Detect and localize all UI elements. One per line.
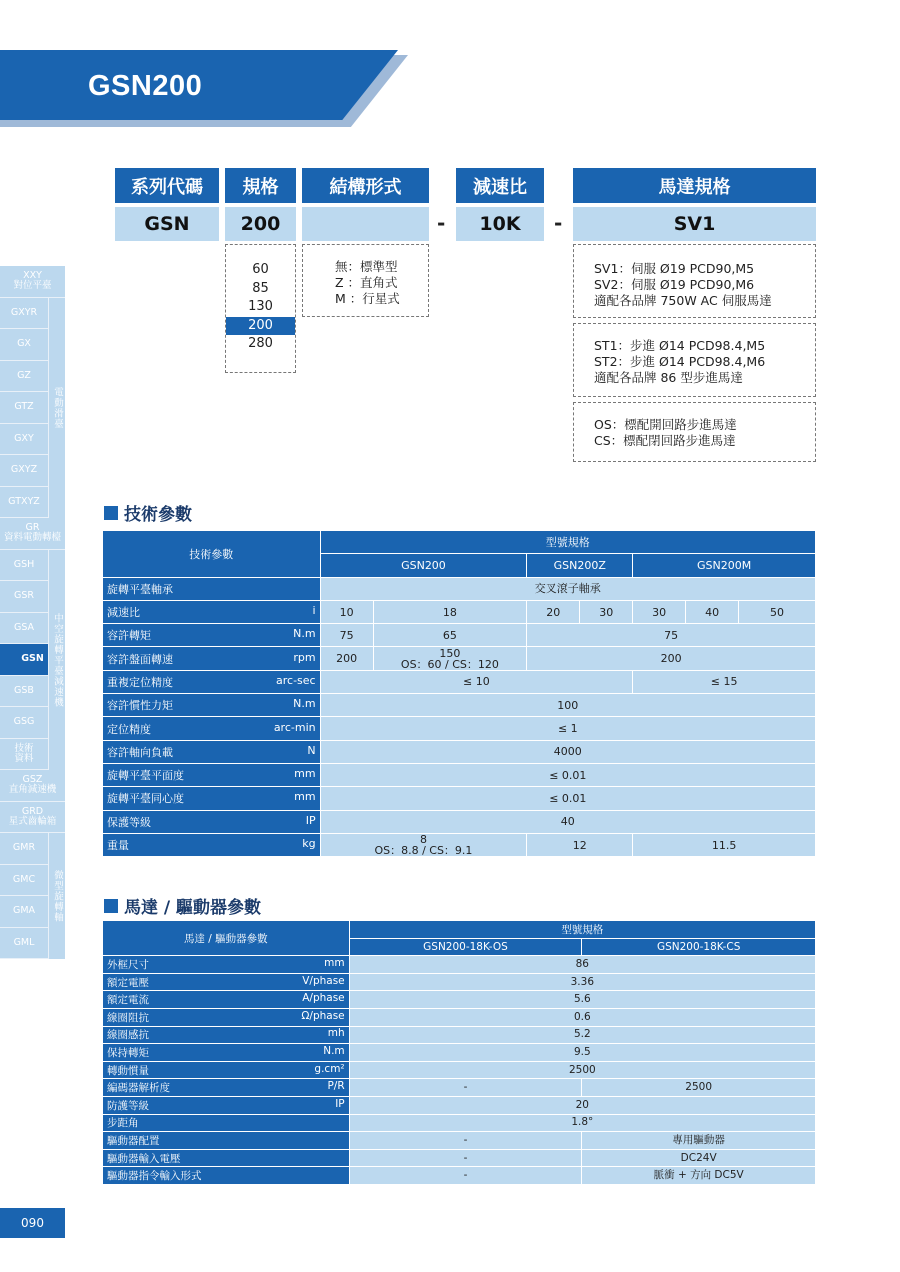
page-title: GSN200: [88, 70, 203, 102]
row-label: 保持轉矩 N.m: [103, 1044, 350, 1062]
tech-model: GSN200M: [633, 554, 816, 577]
table-cell: 0.6: [349, 1008, 815, 1026]
motor-option: SV2：伺服 Ø19 PCD90,M6: [594, 277, 755, 292]
table-cell: 4000: [320, 740, 815, 763]
table-row: [103, 1132, 816, 1150]
row-label: 防護等級 IP: [103, 1096, 350, 1114]
tech-model: GSN200: [320, 554, 527, 577]
motor-option: SV1：伺服 Ø19 PCD90,M5: [594, 261, 755, 276]
sidenav-group-hollow: 中空旋轉平臺減速機: [48, 550, 65, 771]
table-cell: 20: [527, 600, 580, 623]
table-cell: 18: [373, 600, 527, 623]
page-number: 090: [0, 1208, 65, 1238]
sidenav-item-gsa[interactable]: GSA: [0, 613, 48, 645]
motor-model-label: 型號規格: [349, 921, 815, 939]
row-label: 線圈阻抗 Ω/phase: [103, 1008, 350, 1026]
sidenav-item-xxy[interactable]: XXY 對位平臺: [0, 266, 65, 298]
row-label: 容許盤面轉速 rpm: [103, 647, 321, 670]
row-label: 定位精度 arc-min: [103, 717, 321, 740]
table-cell: 交叉滾子軸承: [320, 577, 815, 600]
table-cell: 65: [373, 624, 527, 647]
table-row: [103, 973, 816, 991]
heading-square-icon: [104, 506, 118, 520]
row-label: 容許軸向負載 N: [103, 740, 321, 763]
table-row: [103, 1044, 816, 1062]
table-row: [103, 624, 816, 647]
row-label: 步距角: [103, 1114, 350, 1132]
row-label: 驅動器輸入電壓: [103, 1149, 350, 1167]
motor-corner: 馬達 / 驅動器參數: [103, 921, 350, 956]
row-label: 旋轉平臺平面度 mm: [103, 763, 321, 786]
code-head-motor: 馬達規格: [573, 168, 816, 203]
motor-option: ST1：步進 Ø14 PCD98.4,M5: [594, 338, 766, 353]
table-row: [103, 1149, 816, 1167]
motor-option: CS：標配閉回路步進馬達: [594, 433, 736, 448]
sidenav-item-gmr[interactable]: GMR: [0, 833, 48, 865]
sidenav-item-gx[interactable]: GX: [0, 329, 48, 361]
table-row: [103, 991, 816, 1009]
row-label: 額定電流 A/phase: [103, 991, 350, 1009]
code-head-size: 規格: [225, 168, 296, 203]
table-cell: 3.36: [349, 973, 815, 991]
heading-square-icon: [104, 899, 118, 913]
table-cell: 30: [580, 600, 633, 623]
sidenav-item-gmc[interactable]: GMC: [0, 865, 48, 897]
table-row: [103, 1114, 816, 1132]
motor-options-stepper: [573, 323, 816, 397]
table-cell: 200: [527, 647, 816, 670]
table-cell: 40: [320, 810, 815, 833]
table-cell: 2500: [349, 1061, 815, 1079]
table-row: [103, 670, 816, 693]
tech-corner: 技術參數: [103, 531, 321, 578]
table-cell: 5.2: [349, 1026, 815, 1044]
row-label: 容許轉矩 N.m: [103, 624, 321, 647]
table-row: [103, 1079, 816, 1097]
row-label: 線圈感抗 mh: [103, 1026, 350, 1044]
side-nav: [0, 266, 65, 959]
structure-options-box: [302, 244, 429, 317]
table-cell: 150 OS：60 / CS：120: [373, 647, 527, 670]
sidenav-item-gz[interactable]: GZ: [0, 361, 48, 393]
row-label: 旋轉平臺軸承: [103, 577, 321, 600]
table-cell: -: [349, 1167, 582, 1185]
sidenav-item-tech[interactable]: 技術 資料: [0, 739, 48, 771]
table-row: [103, 694, 816, 717]
table-cell: 50: [739, 600, 816, 623]
row-label: 保護等級 IP: [103, 810, 321, 833]
sidenav-group-micro: 微型旋轉軸: [48, 833, 65, 959]
table-row: [103, 1167, 816, 1185]
row-label: 外框尺寸 mm: [103, 956, 350, 974]
motor-option: OS：標配開回路步進馬達: [594, 417, 737, 432]
sidenav-item-grd[interactable]: GRD 星式齒輪箱: [0, 802, 65, 834]
table-row: [103, 1096, 816, 1114]
table-cell: 75: [320, 624, 373, 647]
table-row: [103, 787, 816, 810]
table-row: [103, 1008, 816, 1026]
sidenav-item-gsh[interactable]: GSH: [0, 550, 48, 582]
table-cell: 86: [349, 956, 815, 974]
table-row: [103, 1061, 816, 1079]
sidenav-item-gsz[interactable]: GSZ 直角減速機: [0, 770, 65, 802]
row-label: 容許慣性力矩 N.m: [103, 694, 321, 717]
table-cell: ≤ 0.01: [320, 787, 815, 810]
table-cell: 2500: [582, 1079, 816, 1097]
table-cell: -: [349, 1149, 582, 1167]
sidenav-item-gsr[interactable]: GSR: [0, 581, 48, 613]
table-row: [103, 577, 816, 600]
sidenav-item-gxyr[interactable]: GXYR: [0, 298, 48, 330]
size-option: 280: [248, 336, 273, 351]
size-option: 130: [248, 299, 273, 314]
size-option-selected: 200: [226, 317, 295, 336]
motor-option: ST2：步進 Ø14 PCD98.4,M6: [594, 354, 766, 369]
table-cell: 10: [320, 600, 373, 623]
table-row: [103, 1026, 816, 1044]
table-row: [103, 600, 816, 623]
table-row: [103, 647, 816, 670]
table-cell: 5.6: [349, 991, 815, 1009]
row-label: 驅動器指令輸入形式: [103, 1167, 350, 1185]
sidenav-item-gr[interactable]: GR 資料電動轉檯: [0, 518, 65, 550]
table-cell: ≤ 1: [320, 717, 815, 740]
sidenav-item-gsn[interactable]: GSN: [0, 644, 65, 676]
structure-option: 無：標準型: [335, 259, 398, 274]
size-option: 60: [252, 262, 269, 277]
motor-option: 適配各品牌 750W AC 伺服馬達: [594, 293, 772, 308]
table-row: [103, 956, 816, 974]
code-dash-1: -: [437, 211, 446, 235]
structure-option: Z ：直角式: [335, 275, 398, 290]
table-cell: 11.5: [633, 833, 816, 856]
sidenav-group-linear: 電動滑臺: [48, 298, 65, 519]
size-option: 85: [252, 280, 269, 296]
row-label: 驅動器配置: [103, 1132, 350, 1150]
sidenav-item-gtxyz[interactable]: GTXYZ: [0, 487, 48, 519]
tech-model: GSN200Z: [527, 554, 633, 577]
table-cell: 12: [527, 833, 633, 856]
tech-spec-table: [102, 530, 816, 857]
table-cell: 1.8°: [349, 1114, 815, 1132]
code-val-motor: SV1: [573, 207, 816, 241]
row-label: 編碼器解析度 P/R: [103, 1079, 350, 1097]
table-cell: 200: [320, 647, 373, 670]
code-val-size: 200: [225, 207, 296, 241]
table-cell: 9.5: [349, 1044, 815, 1062]
row-label: 轉動慣量 g.cm²: [103, 1061, 350, 1079]
row-label: 減速比 i: [103, 600, 321, 623]
structure-option: M ：行星式: [335, 291, 400, 306]
table-cell: 專用驅動器: [582, 1132, 816, 1150]
table-cell: 20: [349, 1096, 815, 1114]
motor-options-servo: [573, 244, 816, 318]
table-cell: ≤ 10: [320, 670, 633, 693]
motor-model: GSN200-18K-OS: [349, 938, 582, 956]
motor-spec-table: [102, 920, 816, 1185]
sidenav-item-gxyz[interactable]: GXYZ: [0, 455, 48, 487]
code-val-series: GSN: [115, 207, 219, 241]
code-val-ratio: 10K: [456, 207, 544, 241]
table-cell: -: [349, 1079, 582, 1097]
sidenav-item-gma[interactable]: GMA: [0, 896, 48, 928]
table-cell: DC24V: [582, 1149, 816, 1167]
table-cell: 8 OS：8.8 / CS：9.1: [320, 833, 527, 856]
sidenav-item-gxy[interactable]: GXY: [0, 424, 48, 456]
motor-model: GSN200-18K-CS: [582, 938, 816, 956]
tech-section-heading: 技術參數: [104, 500, 192, 525]
table-cell: 30: [633, 600, 686, 623]
motor-options-loop: [573, 402, 816, 462]
code-val-structure: [302, 207, 429, 241]
tech-model-label: 型號規格: [320, 531, 815, 554]
table-row: [103, 740, 816, 763]
table-cell: ≤ 15: [633, 670, 816, 693]
code-head-ratio: 減速比: [456, 168, 544, 203]
row-label: 重量 kg: [103, 833, 321, 856]
size-options-box: [225, 244, 296, 373]
table-row: [103, 833, 816, 856]
sidenav-item-gsb[interactable]: GSB: [0, 676, 48, 708]
row-label: 額定電壓 V/phase: [103, 973, 350, 991]
table-row: [103, 717, 816, 740]
motor-option: 適配各品牌 86 型步進馬達: [594, 370, 743, 385]
row-label: 旋轉平臺同心度 mm: [103, 787, 321, 810]
code-head-series: 系列代碼: [115, 168, 219, 203]
sidenav-item-gtz[interactable]: GTZ: [0, 392, 48, 424]
table-row: [103, 763, 816, 786]
table-cell: -: [349, 1132, 582, 1150]
row-label: 重複定位精度 arc-sec: [103, 670, 321, 693]
table-row: [103, 810, 816, 833]
code-head-structure: 結構形式: [302, 168, 429, 203]
table-cell: ≤ 0.01: [320, 763, 815, 786]
table-cell: 40: [686, 600, 739, 623]
table-cell: 脈衝 + 方向 DC5V: [582, 1167, 816, 1185]
sidenav-item-gml[interactable]: GML: [0, 928, 48, 960]
table-cell: 75: [527, 624, 816, 647]
sidenav-item-gsg[interactable]: GSG: [0, 707, 48, 739]
code-dash-2: -: [554, 211, 563, 235]
table-cell: 100: [320, 694, 815, 717]
motor-section-heading: 馬達 / 驅動器參數: [104, 893, 261, 918]
